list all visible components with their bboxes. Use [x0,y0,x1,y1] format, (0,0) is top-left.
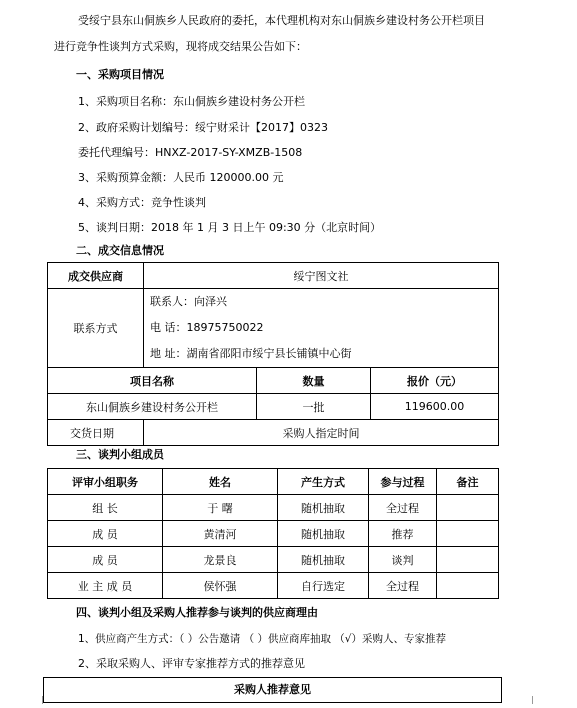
member-remark [437,521,499,547]
member-selection: 随机抽取 [278,521,369,547]
item-date: 5、谈判日期：2018 年 1 月 3 日上午 09:30 分（北京时间） [78,221,382,234]
table-row [48,521,499,547]
member-selection: 随机抽取 [278,547,369,573]
member-remark [437,547,499,573]
member-name: 黄清河 [163,521,278,547]
supplier-label: 成交供应商 [48,263,144,289]
corner-mark-left [34,696,43,704]
member-role: 成 员 [48,547,163,573]
member-role: 组 长 [48,495,163,521]
cell-quantity: 一批 [257,394,371,420]
header-selection: 产生方式 [278,469,369,495]
contact-person: 联系人：向泽兴 [150,295,227,308]
intro-line-2: 进行竞争性谈判方式采购，现将成交结果公告如下： [54,40,307,53]
member-remark [437,573,499,599]
item-plan-number: 2、政府采购计划编号：绥宁财采计【2017】0323 [78,121,328,134]
table-row [48,573,499,599]
member-participation: 全过程 [369,573,437,599]
member-role: 成 员 [48,521,163,547]
header-price: 报价（元） [371,368,499,394]
header-role: 评审小组职务 [48,469,163,495]
header-quantity: 数量 [257,368,371,394]
delivery-label: 交货日期 [48,420,144,446]
supplier-method-line: 1、供应商产生方式：（ ）公告邀请 （ ）供应商库抽取 （√）采购人、专家推荐 [78,633,446,645]
member-selection: 随机抽取 [278,495,369,521]
intro-line-1: 受绥宁县东山侗族乡人民政府的委托，本代理机构对东山侗族乡建设村务公开栏项目 [78,14,485,27]
header-project-name: 项目名称 [48,368,257,394]
supplier-value: 绥宁图文社 [144,263,499,289]
table-row [48,547,499,573]
contact-address: 地 址：湖南省邵阳市绥宁县长铺镇中心街 [150,347,352,360]
delivery-value: 采购人指定时间 [144,420,499,446]
recommendation-line: 2、采取采购人、评审专家推荐方式的推荐意见 [78,657,305,670]
item-project-name: 1、采购项目名称：东山侗族乡建设村务公开栏 [78,95,305,108]
section-2-title: 二、成交信息情况 [76,244,164,257]
member-name: 侯怀强 [163,573,278,599]
section-3-title: 三、谈判小组成员 [76,448,164,461]
member-role: 业 主 成 员 [48,573,163,599]
panel-members-table [47,468,499,599]
item-budget: 3、采购预算金额：人民币 120000.00 元 [78,171,284,184]
contact-phone: 电 话：18975750022 [150,321,264,334]
contact-label: 联系方式 [48,289,144,368]
purchaser-recommendation-box: 采购人推荐意见 [43,677,502,703]
member-name: 龙景良 [163,547,278,573]
header-remark: 备注 [437,469,499,495]
member-participation: 全过程 [369,495,437,521]
section-1-title: 一、采购项目情况 [76,68,164,81]
member-name: 于 曙 [163,495,278,521]
member-remark [437,495,499,521]
member-selection: 自行选定 [278,573,369,599]
item-agency-number: 委托代理编号：HNXZ-2017-SY-XMZB-1508 [78,146,303,159]
header-name: 姓名 [163,469,278,495]
section-4-title: 四、谈判小组及采购人推荐参与谈判的供应商理由 [76,606,318,619]
deal-info-table [47,262,499,446]
member-participation: 推荐 [369,521,437,547]
table-row [48,495,499,521]
member-participation: 谈判 [369,547,437,573]
contact-details [144,289,499,368]
corner-mark-right [532,696,541,704]
cell-price: 119600.00 [371,394,499,420]
cell-project-name: 东山侗族乡建设村务公开栏 [48,394,257,420]
header-participation: 参与过程 [369,469,437,495]
item-method: 4、采购方式：竞争性谈判 [78,196,206,209]
